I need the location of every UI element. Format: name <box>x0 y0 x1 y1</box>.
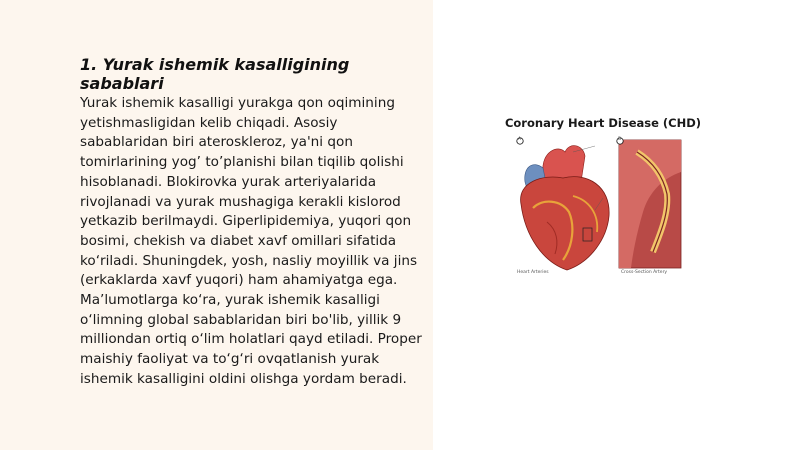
cross-section-caption: Cross-Section Artery <box>621 270 668 275</box>
section-heading: 1. Yurak ishemik kasalligining sabablari <box>80 55 350 93</box>
heart-arteries-caption: Heart Arteries <box>517 270 549 275</box>
figure-title: Coronary Heart Disease (CHD) <box>504 116 702 130</box>
marker-a-label: A <box>518 137 522 142</box>
marker-b-label: B <box>618 137 622 142</box>
chd-illustration <box>503 112 703 282</box>
section-body-text: Yurak ishemik kasalligi yurakga qon oqimining yetishmasligidan kelib chiqadi. Asosiy sabablaridan biri ateroskleroz, ya'ni qon tomirlarining yog’ to’planishi bilan tiqilib qolishi hisoblanadi. Blokirovka yurak arteriyalarida rivojlanadi va yurak mushagiga kerakli kislorod yetkazib berilmaydi. Giperlipidemiya, yuqori qon bosimi, chekish va diabet xavf omillari sifatida ko‘riladi. Shuningdek, yosh, nasliy moyillik va jins (erkaklarda xavf yuqori) ham ahamiyatga ega. Ma’lumotlarga ko‘ra, yurak ishemik kasalligi o‘limning global sabablaridan biri bo'lib, yillik 9 milliondan ortiq o‘lim holatlari qayd etiladi. Proper maishiy faoliyat va to‘g‘ri ovqatlanish yurak ishemik kasalligini oldini olishga yordam beradi. <box>80 95 422 387</box>
heart-diagram-graphic <box>503 112 703 282</box>
